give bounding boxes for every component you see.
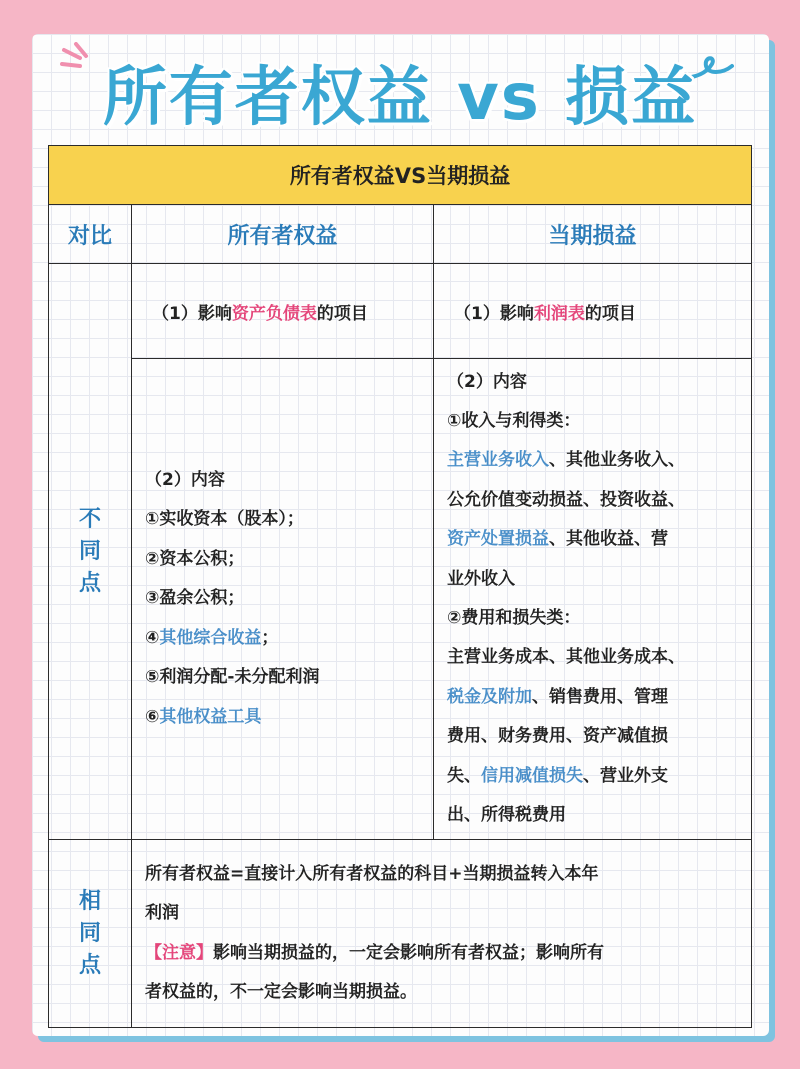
side-label-differences: 不 同 点 xyxy=(49,264,132,840)
page-title: 所有者权益 vs 损益 xyxy=(102,61,698,135)
comparison-table xyxy=(48,145,752,1028)
pl-impact-cell: （1）影响利润表的项目 xyxy=(434,264,752,359)
equity-content-cell: （2）内容 ①实收资本（股本）； ②资本公积； ③盈余公积； ④其他综合收益； ⑤利润分配-未分配利润 ⑥其他权益工具 xyxy=(132,359,434,840)
table-header: 所有者权益VS当期损益 xyxy=(49,146,752,205)
column-profit-loss: 当期损益 xyxy=(434,205,752,264)
column-equity: 所有者权益 xyxy=(132,205,434,264)
column-compare: 对比 xyxy=(49,205,132,264)
equity-impact-cell: （1）影响资产负债表的项目 xyxy=(132,264,434,359)
similarity-cell: 所有者权益=直接计入所有者权益的科目+当期损益转入本年 利润 【注意】影响当期损益的，一定会影响所有者权益；影响所有 者权益的，不一定会影响当期损益。 xyxy=(132,840,752,1028)
pl-content-cell: （2）内容 ①收入与利得类： 主营业务收入、其他业务收入、 公允价值变动损益、投资收益、 资产处置损益、其他收益、营 业外收入 ②费用和损失类： 主营业务成本、其他业务成本、 税金及附加、销售费用、管理 费用、财务费用、资产减值损 失、信用减值损失、营业外支 出、所得税费用 xyxy=(434,359,752,840)
side-label-similarities: 相 同 点 xyxy=(49,840,132,1028)
